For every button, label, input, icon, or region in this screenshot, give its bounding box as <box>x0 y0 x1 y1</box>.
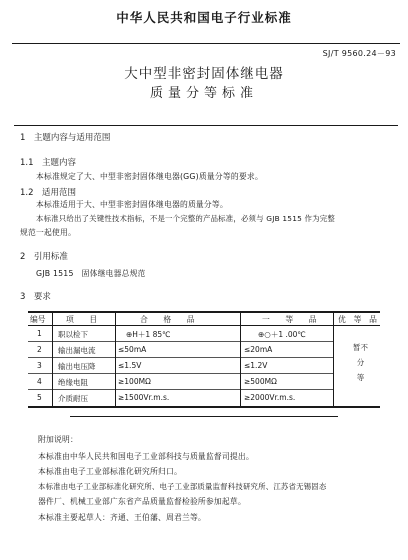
row-qualified: ⊕H＋1 85℃ <box>126 330 171 339</box>
section-1-1-body: 本标准规定了大、中型非密封固体继电器(GG)质量分等的要求。 <box>36 172 263 181</box>
row-no: 1 <box>37 329 42 338</box>
document-title-line2: 质量分等标准 <box>149 86 258 101</box>
document-title-line1: 大中型非密封固体继电器 <box>124 66 284 82</box>
table-col-divider <box>52 311 53 407</box>
table-col-divider <box>115 311 116 407</box>
section-2-heading: 2 引用标准 <box>20 252 68 262</box>
section-1-heading: 1 主题内容与适用范围 <box>20 133 111 143</box>
row-first-class: ≥2000Vr.m.s. <box>244 393 296 402</box>
header-first-class: 一 等 品 <box>262 315 317 324</box>
row-no: 4 <box>37 377 42 386</box>
header-superior: 优 等 品 <box>338 315 377 324</box>
row-item: 输出漏电流 <box>58 346 96 355</box>
table-bottom-rule <box>28 406 380 408</box>
table-top-rule <box>28 311 380 313</box>
row-qualified: ≥1500Vr.m.s. <box>118 393 170 402</box>
table-row-rule <box>28 389 333 390</box>
row-no: 3 <box>37 361 42 370</box>
section-1-2-body-2b: 规范一起使用。 <box>20 228 76 237</box>
notes-line-1: 本标准由中华人民共和国电子工业部科技与质量监督司提出。 <box>38 452 254 461</box>
notes-line-2: 本标准由电子工业部标准化研究所归口。 <box>38 467 182 476</box>
notes-line-4: 本标准主要起草人：齐通、王伯藩、周君兰等。 <box>38 513 206 522</box>
row-first-class: ⊕○＋1 .00℃ <box>258 330 306 339</box>
standard-code: SJ/T 9560.24－93 <box>322 49 396 58</box>
section-1-2-heading: 1.2 适用范围 <box>20 188 77 198</box>
row-item: 职以检下 <box>58 330 88 339</box>
section-3-heading: 3 要求 <box>20 292 51 302</box>
notes-line-3b: 器件厂、机械工业部广东省产品质量监督检验所参加起草。 <box>38 497 246 506</box>
superior-merged-cell: 暂不 分 等 <box>353 343 368 382</box>
table-row-rule <box>28 341 333 342</box>
row-qualified: ≤1.5V <box>118 361 142 370</box>
section-1-1-heading: 1.1 主题内容 <box>20 158 77 168</box>
row-no: 5 <box>37 393 42 402</box>
row-qualified: ≤50mA <box>118 345 147 354</box>
section-2-body: GJB 1515 固体继电器总规范 <box>36 269 146 278</box>
row-first-class: ≤20mA <box>244 345 273 354</box>
section-1-2-body-1: 本标准适用于大、中型非密封固体继电器的质量分等。 <box>36 200 228 209</box>
header-qualified: 合 格 品 <box>140 315 195 324</box>
row-no: 2 <box>37 345 42 354</box>
notes-line-3a: 本标准由电子工业部标准化研究所、电子工业部质量监督科技研究所、江苏省无锡固态 <box>38 482 327 491</box>
header-item: 项 目 <box>66 315 98 324</box>
row-item: 介质耐压 <box>58 394 88 403</box>
row-first-class: ≥500MΩ <box>244 377 277 386</box>
header-no: 编号 <box>30 315 46 324</box>
row-first-class: ≤1.2V <box>244 361 268 370</box>
table-row-rule <box>28 373 333 374</box>
standard-category-title: 中华人民共和国电子行业标准 <box>116 10 292 25</box>
section-1-2-body-2a: 本标准只给出了关键性技术指标，不是一个完整的产品标准，必须与 GJB 1515 作为完整 <box>36 214 335 223</box>
table-col-divider <box>333 311 334 407</box>
notes-title: 附加说明： <box>38 435 78 444</box>
table-row-rule <box>28 357 333 358</box>
table-col-divider <box>240 311 241 407</box>
row-item: 输出电压降 <box>58 362 96 371</box>
row-qualified: ≥100MΩ <box>118 377 151 386</box>
notes-rule <box>70 416 338 417</box>
table-header-rule <box>28 325 380 326</box>
row-item: 绝缘电阻 <box>58 378 88 387</box>
